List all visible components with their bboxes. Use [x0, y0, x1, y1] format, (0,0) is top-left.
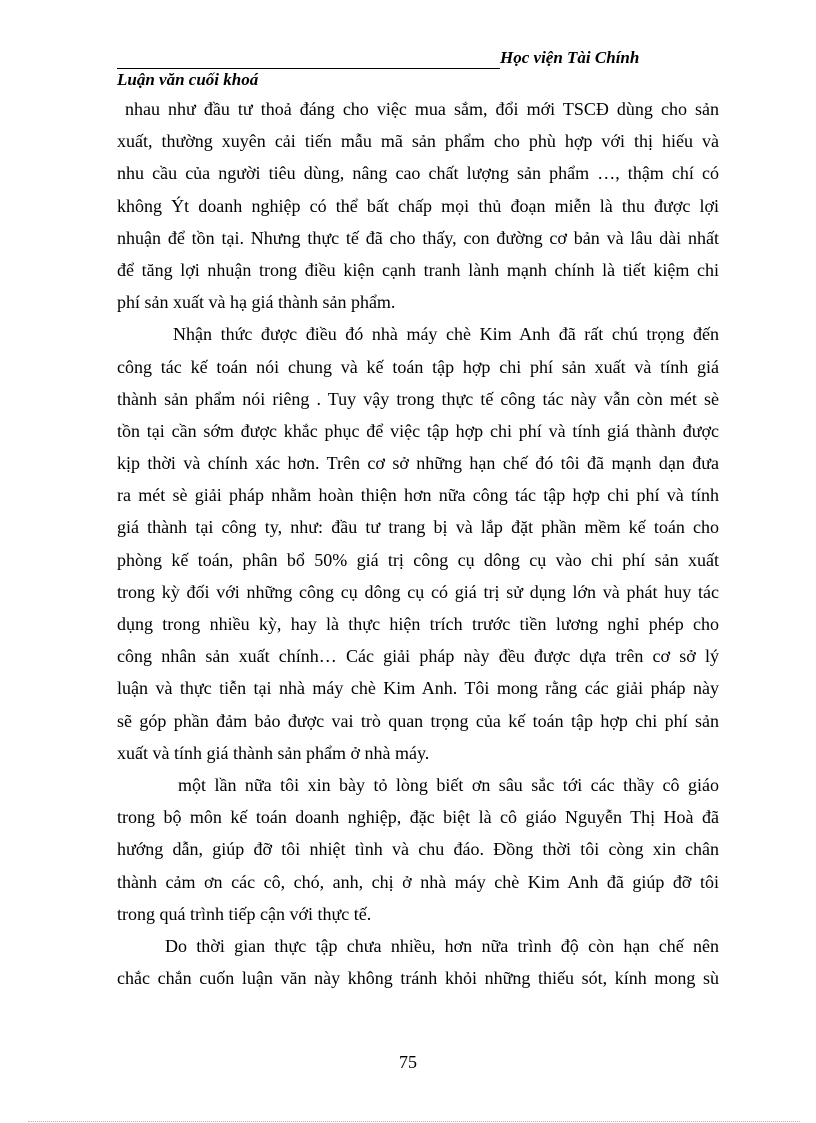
text-line: trong bộ môn kế toán doanh nghiệp, đặc biệt là cô giáo Nguyễn Thị Hoà đã: [117, 807, 719, 828]
text-line: phòng kế toán, phân bổ 50% giá trị công cụ dông cụ vào chi phí sản xuất: [117, 549, 719, 570]
text-line: nhuận để tồn tại. Nhưng thực tế đã cho thấy, con đường cơ bản và lâu dài nhất: [117, 227, 719, 248]
text-line: Do thời gian thực tập chưa nhiều, hơn nữa trình độ còn hạn chế nên: [165, 935, 719, 956]
header-rule: [117, 68, 500, 69]
text-line: luận và thực tiễn tại nhà máy chè Kim Anh. Tôi mong rằng các giải pháp này: [117, 678, 719, 699]
text-line: sẽ góp phần đảm bảo được vai trò quan trọng của kế toán tập hợp chi phí sản: [117, 710, 719, 731]
page-number: 75: [399, 1052, 417, 1072]
text-line: chắc chắn cuốn luận văn này không tránh khỏi những thiếu sót, kính mong sù: [117, 968, 719, 989]
text-line: một lần nữa tôi xin bày tỏ lòng biết ơn sâu sắc tới các thầy cô giáo: [178, 774, 719, 795]
text-line: Nhận thức được điều đó nhà máy chè Kim Anh đã rất chú trọng đến: [173, 324, 719, 345]
text-line: để tăng lợi nhuận trong điều kiện cạnh tranh lành mạnh chính là tiết kiệm chi: [117, 259, 719, 280]
text-line: xuất, thường xuyên cải tiến mẫu mã sản phẩm cho phù hợp với thị hiếu và: [117, 131, 719, 152]
text-line: ra mét sè giải pháp nhằm hoàn thiện hơn nữa công tác tập hợp chi phí và tính: [117, 485, 719, 506]
header-institution: Học viện Tài Chính: [500, 48, 640, 67]
paragraph-4: [117, 930, 719, 994]
text-line: thành sản phẩm nói riêng . Tuy vậy trong thực tế công tác này vẫn còn mét sè: [117, 388, 719, 409]
text-line: xuất và tính giá thành sản phẩm ở nhà máy.: [117, 742, 430, 763]
body-text: [117, 93, 719, 994]
paragraph-3: [117, 769, 719, 930]
text-line: kịp thời và chính xác hơn. Trên cơ sở những hạn chế đó tôi đã mạnh dạn đưa: [117, 453, 719, 474]
text-line: thành cảm ơn các cô, chó, anh, chị ở nhà máy chè Kim Anh đã giúp đỡ tôi: [117, 871, 719, 892]
text-line: giá thành tại công ty, như: đầu tư trang bị và lắp đặt phần mềm kế toán cho: [117, 517, 719, 538]
text-line: nhu cầu của người tiêu dùng, nâng cao chất lượng sản phẩm …, thậm chí có: [117, 163, 719, 184]
text-line: hướng dẫn, giúp đỡ tôi nhiệt tình và chu đáo. Đồng thời tôi còng xin chân: [117, 839, 719, 860]
page-bottom-divider: [28, 1121, 800, 1122]
text-line: công nhân sản xuất chính… Các giải pháp này đều được dựa trên cơ sở lý: [117, 646, 719, 667]
text-line: phí sản xuất và hạ giá thành sản phẩm.: [117, 292, 396, 313]
paragraph-2: [117, 318, 719, 769]
text-line: trong kỳ đối với những công cụ dông cụ có giá trị sử dụng lớn và phát huy tác: [117, 581, 719, 602]
text-line: nhau như đầu tư thoả đáng cho việc mua sắm, đổi mới TSCĐ dùng cho sản: [125, 99, 719, 119]
text-line: công tác kế toán nói chung và kế toán tập hợp chi phí sản xuất và tính giá: [117, 356, 719, 377]
text-line: không Ýt doanh nghiệp có thể bất chấp mọi thủ đoạn miễn là thu được lợi: [117, 195, 719, 216]
text-line: trong quá trình tiếp cận với thực tế.: [117, 903, 372, 924]
header-document-type: Luận văn cuối khoá: [117, 70, 259, 89]
text-line: dụng trong nhiều kỳ, hay là thực hiện trích trước tiền lương nghỉ phép cho: [117, 614, 719, 634]
paragraph-1: [117, 93, 719, 318]
text-line: tồn tại cần sớm được khắc phục để việc tập hợp chi phí và tính giá thành được: [117, 420, 719, 441]
